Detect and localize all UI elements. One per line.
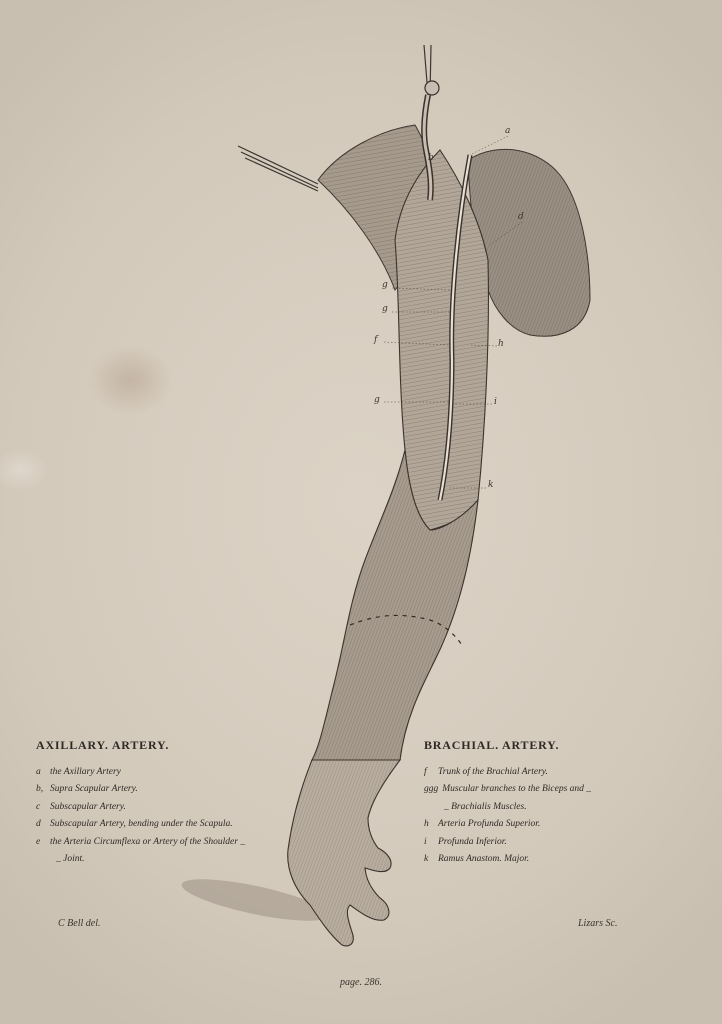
figure-label-i: i (494, 397, 497, 407)
figure-label-g2: g (382, 304, 388, 314)
page-reference: page. 286. (340, 977, 382, 988)
figure-label-b: b (428, 153, 434, 163)
legend-item: a the Axillary Artery (36, 767, 121, 777)
figure-label-h: h (498, 339, 504, 349)
engraver-credit: Lizars Sc. (578, 918, 618, 929)
figure-label-f: f (374, 335, 378, 345)
figure-label-a: a (505, 126, 511, 136)
legend-item: ggg Muscular branches to the Biceps and _ (424, 784, 592, 795)
figure-label-d: d (518, 212, 524, 222)
legend-item: h Arteria Profunda Superior. (424, 819, 541, 830)
figure-label-g1: g (382, 280, 388, 290)
legend-right-list (424, 764, 591, 868)
figure-label-g3: g (374, 395, 380, 405)
legend-item: k Ramus Anastom. Major. (424, 853, 530, 864)
legend-item: c Subscapular Artery. (36, 801, 126, 812)
artist-credit: C Bell del. (58, 918, 101, 929)
legend-item: _ Brachialis Muscles. (444, 801, 527, 812)
legend-item: b, Supra Scapular Artery. (36, 784, 138, 795)
legend-left-list (36, 764, 245, 868)
legend-item: _ Joint. (56, 853, 85, 864)
legend-item: d Subscapular Artery, bending under the Scapula. (36, 819, 233, 830)
legend-right-heading: BRACHIAL. ARTERY. (424, 738, 560, 752)
legend-item: i Profunda Inferior. (424, 836, 507, 847)
legend-item: f Trunk of the Brachial Artery. (424, 767, 548, 777)
figure-label-k: k (488, 480, 494, 490)
legend-left-heading: AXILLARY. ARTERY. (36, 738, 170, 752)
legend-item: e the Arteria Circumflexa or Artery of the Shoulder _ (36, 836, 246, 847)
